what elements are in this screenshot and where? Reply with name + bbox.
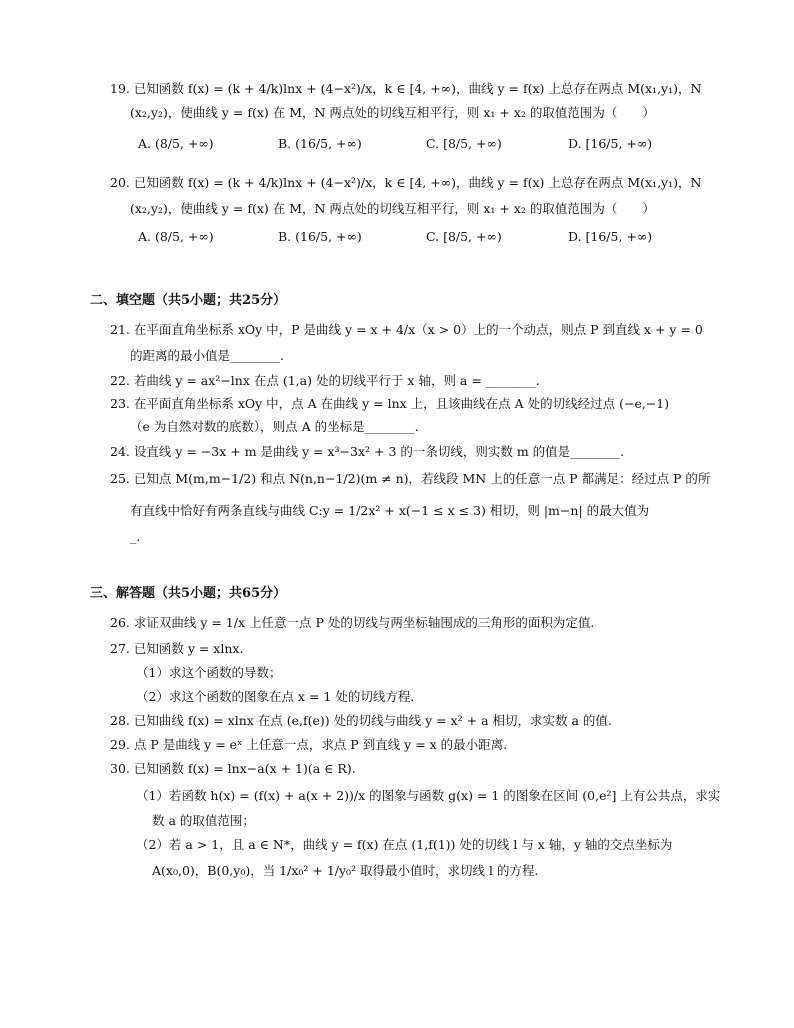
question-25-line-2: 有直线中恰好有两条直线与曲线 C:y = 1/2x² + x(−1 ≤ x ≤ 3) 相切，则 |m−n| 的最大值为 — [130, 503, 650, 518]
question-27-sub-2: （2）求这个函数的图象在点 x = 1 处的切线方程. — [136, 689, 415, 704]
question-22: 22. 若曲线 y = ax²−lnx 在点 (1,a) 处的切线平行于 x 轴，则 a = ________. — [110, 373, 540, 388]
q20-option-a: A. (8/5, +∞) — [138, 229, 214, 244]
question-27-sub-1: （1）求这个函数的导数； — [136, 665, 282, 680]
q19-option-a: A. (8/5, +∞) — [138, 136, 214, 151]
question-19-line-2: (x₂,y₂)，使曲线 y = f(x) 在 M，N 两点处的切线互相平行，则 x₁ + x₂ 的取值范围为（ ） — [130, 105, 655, 120]
question-29: 29. 点 P 是曲线 y = eˣ 上任意一点，求点 P 到直线 y = x 的最小距离. — [110, 737, 508, 752]
q19-option-d: D. [16/5, +∞) — [568, 136, 653, 151]
question-28: 28. 已知曲线 f(x) = xlnx 在点 (e,f(e)) 处的切线与曲线 y = x² + a 相切，求实数 a 的值. — [110, 713, 612, 728]
question-20-line-2: (x₂,y₂)，使曲线 y = f(x) 在 M，N 两点处的切线互相平行，则 x₁ + x₂ 的取值范围为（ ） — [130, 201, 655, 216]
question-30-sub-1a: （1）若函数 h(x) = (f(x) + a(x + 2))/x 的图象与函数 g(x) = 1 的图象在区间 (0,e²] 上有公共点，求实 — [136, 788, 721, 803]
question-30-sub-1b: 数 a 的取值范围； — [152, 813, 255, 828]
question-30-sub-2b: A(x₀,0)，B(0,y₀)，当 1/x₀² + 1/y₀² 取得最小值时，求切线 l 的方程. — [152, 863, 539, 878]
question-27-line-1: 27. 已知函数 y = xlnx. — [110, 641, 244, 656]
question-21-line-1: 21. 在平面直角坐标系 xOy 中，P 是曲线 y = x + 4/x（x > 0）上的一个动点，则点 P 到直线 x + y = 0 — [110, 322, 703, 337]
q20-option-b: B. (16/5, +∞) — [278, 229, 362, 244]
question-25-line-1: 25. 已知点 M(m,m−1/2) 和点 N(n,n−1/2)(m ≠ n)，若线段 MN 上的任意一点 P 都满足：经过点 P 的所 — [110, 471, 711, 486]
question-23-line-1: 23. 在平面直角坐标系 xOy 中，点 A 在曲线 y = lnx 上，且该曲线在点 A 处的切线经过点 (−e,−1) — [110, 396, 670, 411]
q19-option-b: B. (16/5, +∞) — [278, 136, 362, 151]
question-30-line-1: 30. 已知函数 f(x) = lnx−a(x + 1)(a ∈ R). — [110, 761, 356, 776]
q20-option-d: D. [16/5, +∞) — [568, 229, 653, 244]
question-30-sub-2a: （2）若 a > 1，且 a ∈ N*，曲线 y = f(x) 在点 (1,f(1)) 处的切线 l 与 x 轴，y 轴的交点坐标为 — [136, 837, 673, 852]
question-19-line-1: 19. 已知函数 f(x) = (k + 4/k)lnx + (4−x²)/x，k ∈ [4, +∞)，曲线 y = f(x) 上总存在两点 M(x₁,y₁)，N — [110, 81, 702, 96]
section-answer-heading: 三、解答题（共5小题；共65分） — [90, 586, 287, 601]
question-23-line-2: （e 为自然对数的底数），则点 A 的坐标是________. — [130, 419, 419, 434]
q20-option-c: C. [8/5, +∞) — [426, 229, 502, 244]
question-20-line-1: 20. 已知函数 f(x) = (k + 4/k)lnx + (4−x²)/x，k ∈ [4, +∞)，曲线 y = f(x) 上总存在两点 M(x₁,y₁)，N — [110, 175, 702, 190]
question-21-line-2: 的距离的最小值是________. — [130, 348, 284, 363]
question-24: 24. 设直线 y = −3x + m 是曲线 y = x³−3x² + 3 的一条切线，则实数 m 的值是________. — [110, 444, 625, 459]
q19-option-c: C. [8/5, +∞) — [426, 136, 502, 151]
section-fill-heading: 二、填空题（共5小题；共25分） — [90, 293, 287, 308]
question-25-line-3: _. — [130, 529, 141, 544]
question-26: 26. 求证双曲线 y = 1/x 上任意一点 P 处的切线与两坐标轴围成的三角形的面积为定值. — [110, 615, 595, 630]
